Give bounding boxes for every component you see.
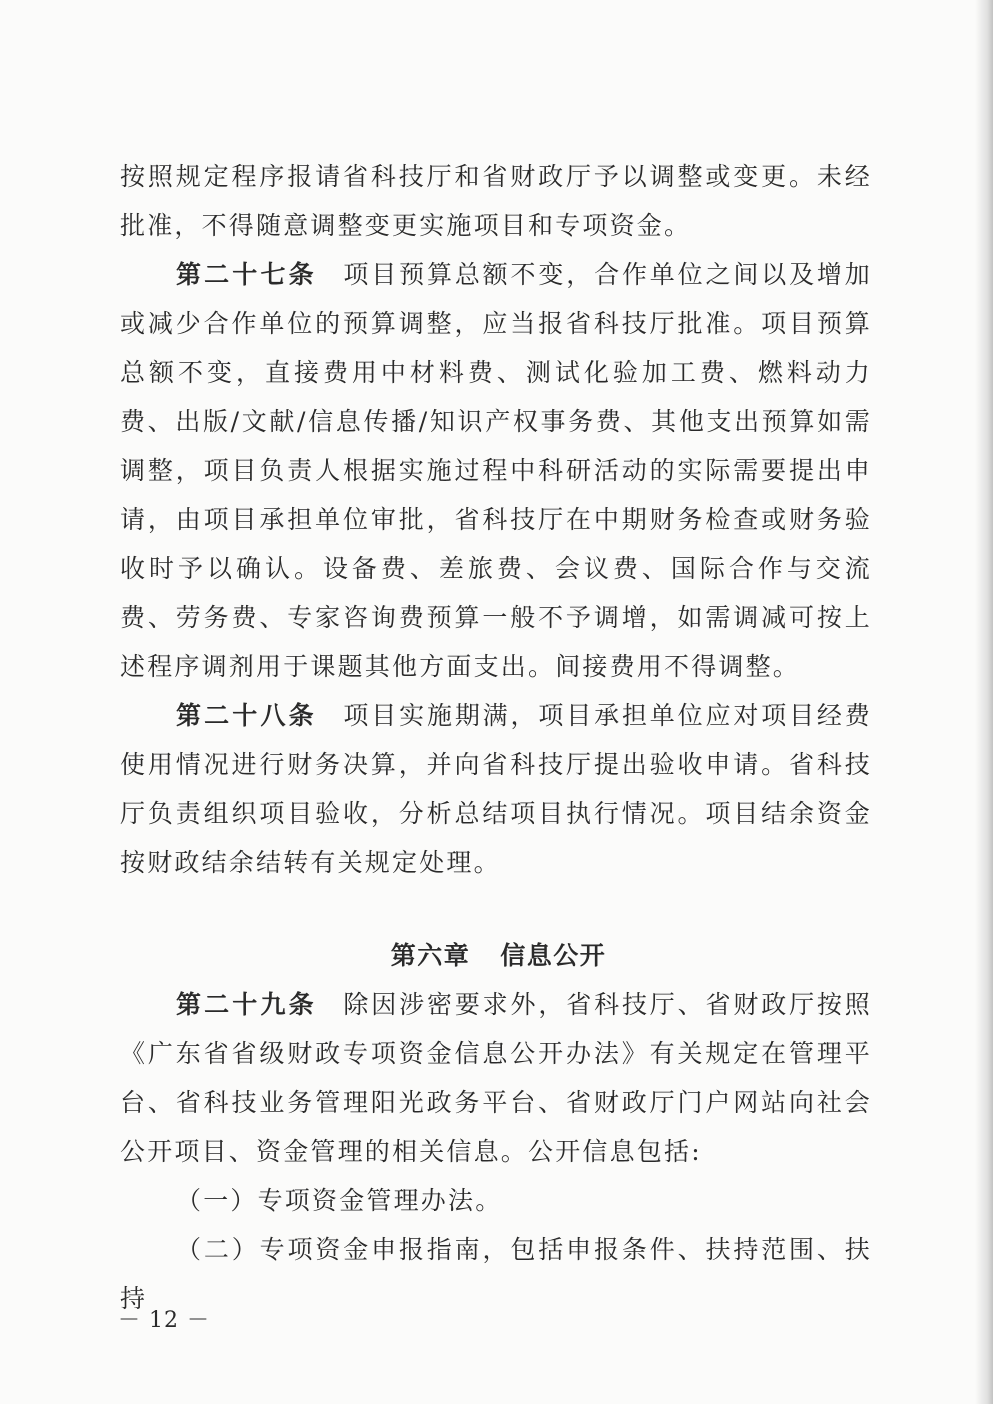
list-item: （二）专项资金申报指南，包括申报条件、扶持范围、扶持 — [120, 1235, 872, 1313]
page-number: － 12 － — [118, 1308, 210, 1333]
paragraph-continuation: 按照规定程序报请省科技厅和省财政厅予以调整或变更。未经批准，不得随意调整变更实施项目和专项资金。 — [120, 162, 872, 240]
article-27-paragraph — [120, 250, 872, 691]
article-29-paragraph — [120, 980, 872, 1176]
article-27-heading: 第二十七条 — [176, 260, 317, 289]
article-29-heading: 第二十九条 — [176, 990, 317, 1019]
article-27-text: 项目预算总额不变，合作单位之间以及增加或减少合作单位的预算调整，应当报省科技厅批准。项目预算总额不变，直接费用中材料费、测试化验加工费、燃料动力费、出版/文献/信息传播/知识产权事务费、其他支出预算如需调整，项目负责人根据实施过程中科研活动的实际需要提出申请，由项目承担单位审批，省科技厅在中期财务检查或财务验收时予以确认。设备费、差旅费、会议费、国际合作与交流费、劳务费、专家咨询费预算一般不予调增，如需调减可按上述程序调剂用于课题其他方面支出。间接费用不得调整。 — [120, 260, 872, 681]
article-28-paragraph — [120, 691, 872, 887]
article-29-text: 除因涉密要求外，省科技厅、省财政厅按照《广东省省级财政专项资金信息公开办法》有关规定在管理平台、省科技业务管理阳光政务平台、省财政厅门户网站向社会公开项目、资金管理的相关信息。公开信息包括: — [120, 990, 872, 1166]
chapter-number: 第六章 — [390, 941, 471, 970]
chapter-heading — [120, 931, 872, 980]
list-item: （一）专项资金管理办法。 — [176, 1186, 503, 1215]
scan-edge-shadow — [975, 0, 993, 1404]
document-body — [120, 152, 872, 1323]
article-28-text: 项目实施期满，项目承担单位应对项目经费使用情况进行财务决算，并向省科技厅提出验收申请。省科技厅负责组织项目验收，分析总结项目执行情况。项目结余资金按财政结余结转有关规定处理。 — [120, 701, 872, 877]
article-28-heading: 第二十八条 — [176, 701, 317, 730]
chapter-title: 信息公开 — [500, 941, 607, 970]
